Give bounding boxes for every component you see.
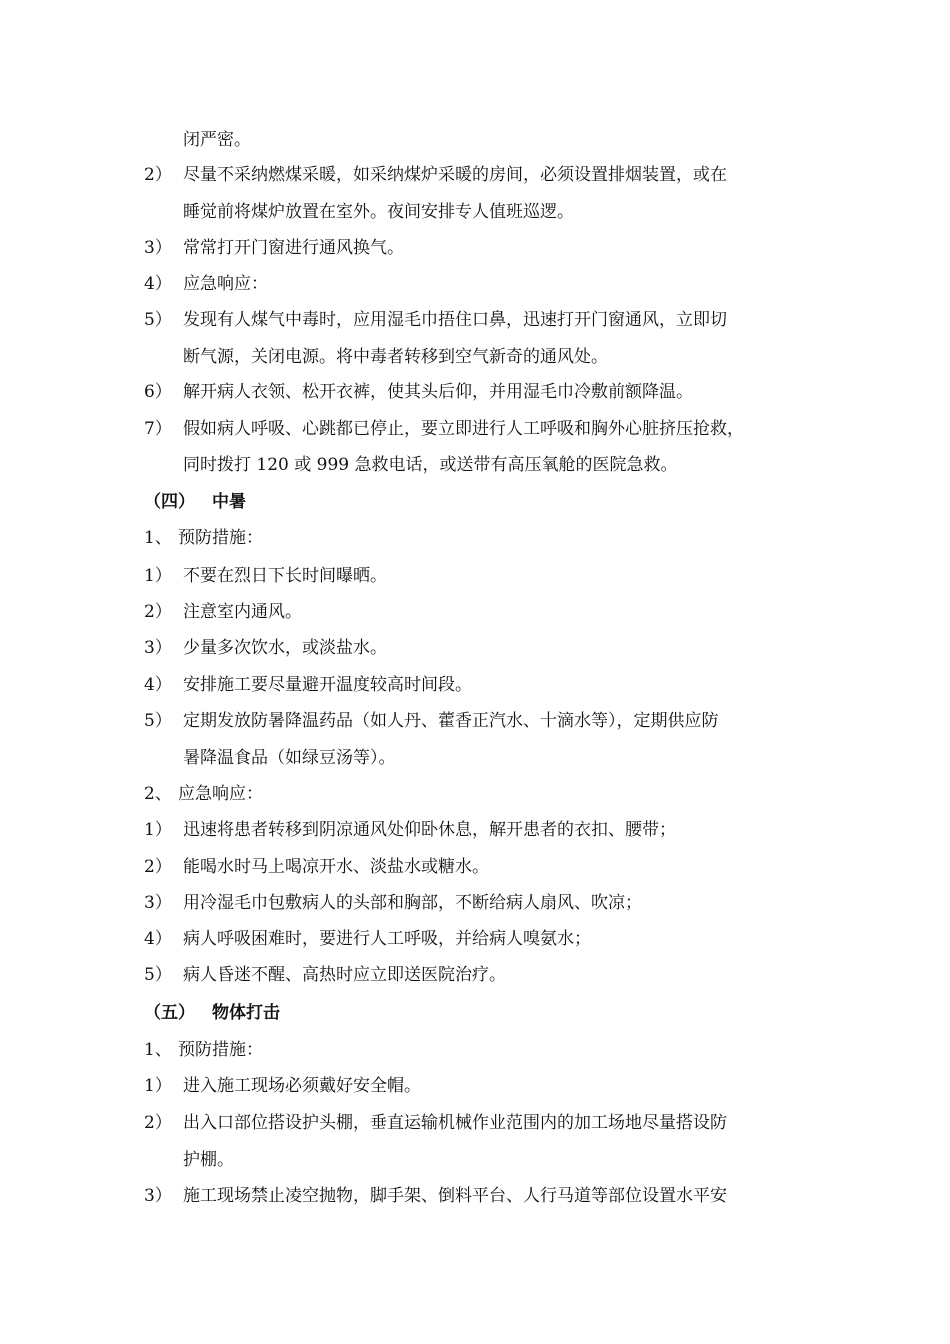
item-number: 4） bbox=[144, 675, 172, 695]
item-number: 5） bbox=[144, 310, 172, 330]
sub-heading-label: 预防措施： bbox=[178, 1040, 263, 1060]
item-text: 暑降温食品（如绿豆汤等）。 bbox=[183, 748, 396, 768]
item-number: 1） bbox=[144, 820, 172, 840]
section-number: （四） bbox=[144, 492, 195, 512]
item-number: 5） bbox=[144, 711, 172, 731]
item-text: 睡觉前将煤炉放置在室外。夜间安排专人值班巡逻。 bbox=[183, 202, 574, 222]
item-text: 尽量不采纳燃煤采暖，如采纳煤炉采暖的房间，必须设置排烟装置，或在 bbox=[183, 165, 727, 185]
item-number: 6） bbox=[144, 382, 172, 402]
item-text: 少量多次饮水，或淡盐水。 bbox=[183, 638, 387, 658]
sub-heading-label: 预防措施： bbox=[178, 528, 263, 548]
item-text: 发现有人煤气中毒时，应用湿毛巾捂住口鼻，迅速打开门窗通风，立即切 bbox=[183, 310, 727, 330]
item-number: 3） bbox=[144, 238, 172, 258]
item-text: 施工现场禁止凌空抛物，脚手架、倒料平台、人行马道等部位设置水平安 bbox=[183, 1186, 727, 1206]
item-number: 3） bbox=[144, 1186, 172, 1206]
item-text: 应急响应： bbox=[183, 274, 268, 294]
item-number: 3） bbox=[144, 638, 172, 658]
continuation-text: 闭严密。 bbox=[183, 130, 251, 150]
item-text: 进入施工现场必须戴好安全帽。 bbox=[183, 1076, 421, 1096]
item-text: 假如病人呼吸、心跳都已停止，要立即进行人工呼吸和胸外心脏挤压抢救， bbox=[183, 419, 744, 439]
item-number: 1） bbox=[144, 1076, 172, 1096]
item-text: 断气源，关闭电源。将中毒者转移到空气新奇的通风处。 bbox=[183, 347, 608, 367]
sub-heading-number: 2、 bbox=[144, 784, 172, 804]
sub-heading-label: 应急响应： bbox=[178, 784, 263, 804]
item-text: 病人呼吸困难时，要进行人工呼吸，并给病人嗅氨水； bbox=[183, 929, 591, 949]
item-number: 7） bbox=[144, 419, 172, 439]
section-number: （五） bbox=[144, 1003, 195, 1023]
item-number: 2） bbox=[144, 165, 172, 185]
section-heading bbox=[144, 1001, 280, 1025]
section-title: 中暑 bbox=[212, 492, 246, 512]
item-number: 4） bbox=[144, 274, 172, 294]
item-number: 2） bbox=[144, 1113, 172, 1133]
item-text: 病人昏迷不醒、高热时应立即送医院治疗。 bbox=[183, 965, 506, 985]
item-number: 4） bbox=[144, 929, 172, 949]
item-text: 注意室内通风。 bbox=[183, 602, 302, 622]
item-number: 2） bbox=[144, 602, 172, 622]
item-text: 能喝水时马上喝凉开水、淡盐水或糖水。 bbox=[183, 857, 489, 877]
item-text: 护棚。 bbox=[183, 1150, 234, 1170]
item-text: 用冷湿毛巾包敷病人的头部和胸部，不断给病人扇风、吹凉； bbox=[183, 893, 642, 913]
item-text: 定期发放防暑降温药品（如人丹、藿香正汽水、十滴水等），定期供应防 bbox=[183, 711, 719, 731]
item-text: 迅速将患者转移到阴凉通风处仰卧休息，解开患者的衣扣、腰带； bbox=[183, 820, 676, 840]
item-text: 安排施工要尽量避开温度较高时间段。 bbox=[183, 675, 472, 695]
item-text: 常常打开门窗进行通风换气。 bbox=[183, 238, 404, 258]
sub-heading-number: 1、 bbox=[144, 528, 172, 548]
item-number: 1） bbox=[144, 566, 172, 586]
item-text: 同时拨打 120 或 999 急救电话，或送带有高压氧舱的医院急救。 bbox=[183, 455, 678, 475]
item-number: 2） bbox=[144, 857, 172, 877]
item-number: 3） bbox=[144, 893, 172, 913]
item-text: 出入口部位搭设护头棚，垂直运输机械作业范围内的加工场地尽量搭设防 bbox=[183, 1113, 727, 1133]
item-text: 不要在烈日下长时间曝晒。 bbox=[183, 566, 387, 586]
sub-heading-number: 1、 bbox=[144, 1040, 172, 1060]
section-heading bbox=[144, 490, 246, 514]
item-text: 解开病人衣领、松开衣裤，使其头后仰，并用湿毛巾冷敷前额降温。 bbox=[183, 382, 693, 402]
section-title: 物体打击 bbox=[212, 1003, 280, 1023]
item-number: 5） bbox=[144, 965, 172, 985]
